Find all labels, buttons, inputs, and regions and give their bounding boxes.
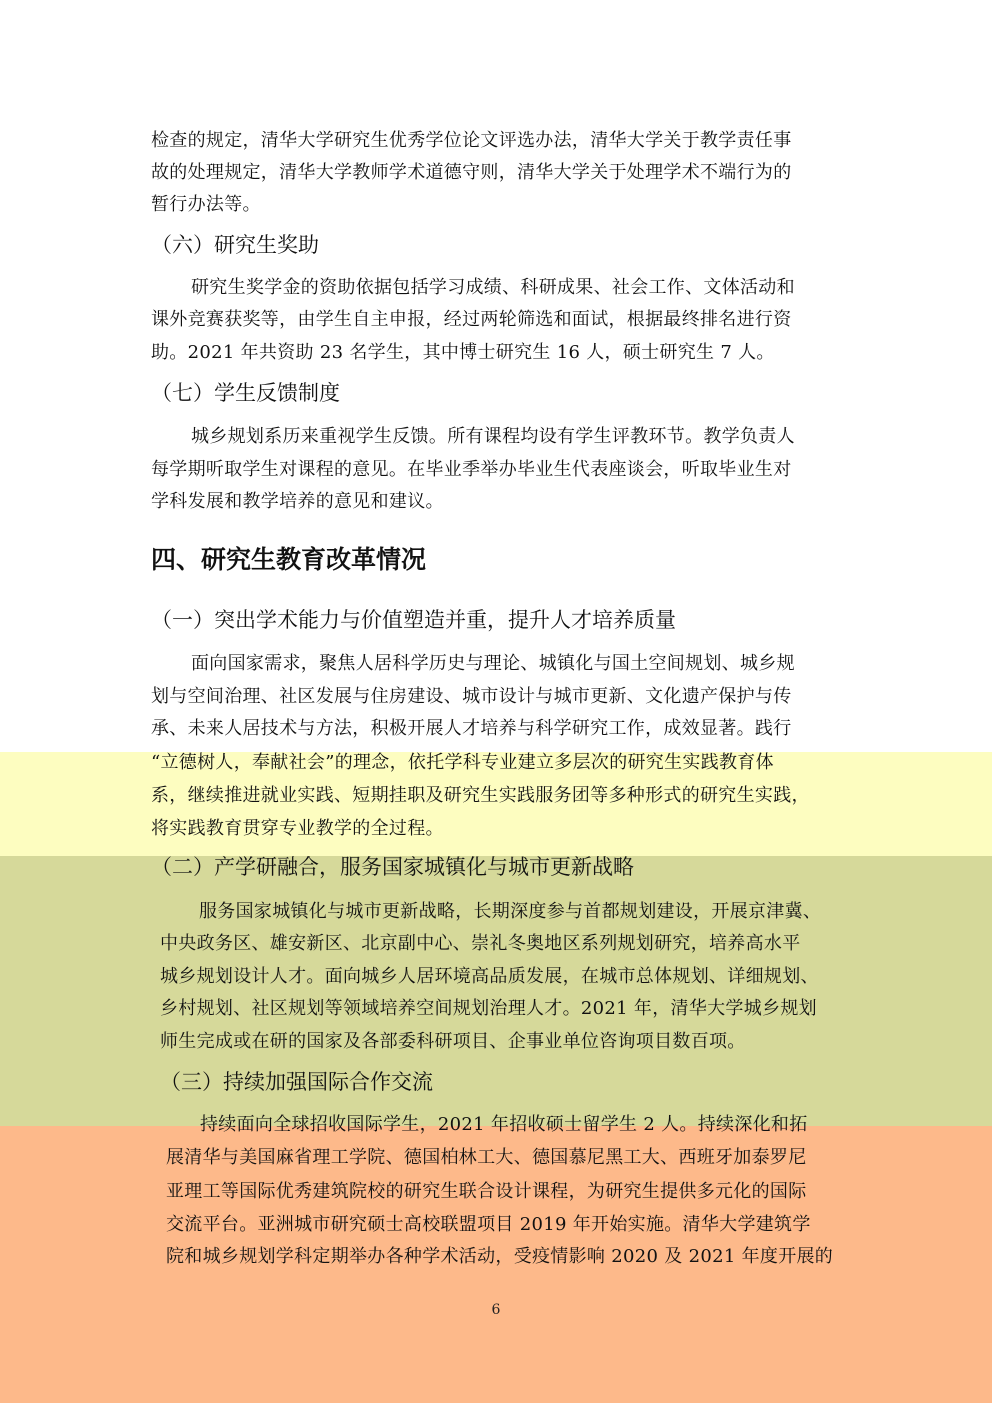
paragraph-line: 城乡规划系历来重视学生反馈。所有课程均设有学生评教环节。教学负责人 (191, 426, 795, 447)
paragraph-line: 研究生奖学金的资助依据包括学习成绩、科研成果、社会工作、文体活动和 (191, 277, 795, 298)
paragraph-line: 助。2021 年共资助 23 名学生，其中博士研究生 16 人，硕士研究生 7 人。 (151, 342, 775, 363)
paragraph-line: 将实践教育贯穿专业教学的全过程。 (151, 818, 444, 839)
paragraph-line: 服务国家城镇化与城市更新战略，长期深度参与首都规划建设，开展京津冀、 (199, 901, 822, 922)
paragraph-line: 展清华与美国麻省理工学院、德国柏林工大、德国慕尼黑工大、西班牙加泰罗尼 (166, 1147, 807, 1168)
subsection-heading-3: （三）持续加强国际合作交流 (160, 1070, 433, 1094)
page-number: 6 (491, 1302, 501, 1318)
paragraph-line: 检查的规定，清华大学研究生优秀学位论文评选办法，清华大学关于教学责任事 (151, 130, 792, 151)
paragraph-line: 乡村规划、社区规划等领域培养空间规划治理人才。2021 年，清华大学城乡规划 (160, 998, 817, 1019)
paragraph-line: 亚理工等国际优秀建筑院校的研究生联合设计课程，为研究生提供多元化的国际 (166, 1181, 807, 1202)
subsection-heading-1: （一）突出学术能力与价值塑造并重，提升人才培养质量 (151, 608, 676, 632)
paragraph-line: 院和城乡规划学科定期举办各种学术活动，受疫情影响 2020 及 2021 年度开展的 (166, 1246, 834, 1267)
paragraph-line: 每学期听取学生对课程的意见。在毕业季举办毕业生代表座谈会，听取毕业生对 (151, 459, 792, 480)
paragraph-line: 承、未来人居技术与方法，积极开展人才培养与科学研究工作，成效显著。践行 (151, 718, 792, 739)
paragraph-line: 课外竞赛获奖等，由学生自主申报，经过两轮筛选和面试，根据最终排名进行资 (151, 309, 792, 330)
paragraph-line: 学科发展和教学培养的意见和建议。 (151, 491, 444, 512)
chapter-heading: 四、研究生教育改革情况 (151, 545, 427, 574)
paragraph-line: 交流平台。亚洲城市研究硕士高校联盟项目 2019 年开始实施。清华大学建筑学 (166, 1214, 811, 1235)
section-heading-7: （七）学生反馈制度 (151, 381, 340, 405)
section-heading-6: （六）研究生奖助 (151, 233, 319, 257)
paragraph-line: 故的处理规定，清华大学教师学术道德守则，清华大学关于处理学术不端行为的 (151, 162, 792, 183)
subsection-heading-2: （二）产学研融合，服务国家城镇化与城市更新战略 (151, 855, 634, 879)
paragraph-line: “立德树人，奉献社会”的理念，依托学科专业建立多层次的研究生实践教育体 (151, 752, 774, 773)
paragraph-line: 系，继续推进就业实践、短期挂职及研究生实践服务团等多种形式的研究生实践， (151, 785, 810, 806)
paragraph-line: 面向国家需求，聚焦人居科学历史与理论、城镇化与国土空间规划、城乡规 (191, 653, 795, 674)
paragraph-line: 师生完成或在研的国家及各部委科研项目、企事业单位咨询项目数百项。 (160, 1031, 746, 1052)
paragraph-line: 划与空间治理、社区发展与住房建设、城市设计与城市更新、文化遗产保护与传 (151, 686, 792, 707)
paragraph-line: 暂行办法等。 (151, 194, 261, 215)
paragraph-line: 持续面向全球招收国际学生，2021 年招收硕士留学生 2 人。持续深化和拓 (200, 1114, 808, 1135)
paragraph-line: 中央政务区、雄安新区、北京副中心、崇礼冬奥地区系列规划研究，培养高水平 (160, 933, 801, 954)
paragraph-line: 城乡规划设计人才。面向城乡人居环境高品质发展，在城市总体规划、详细规划、 (160, 966, 819, 987)
